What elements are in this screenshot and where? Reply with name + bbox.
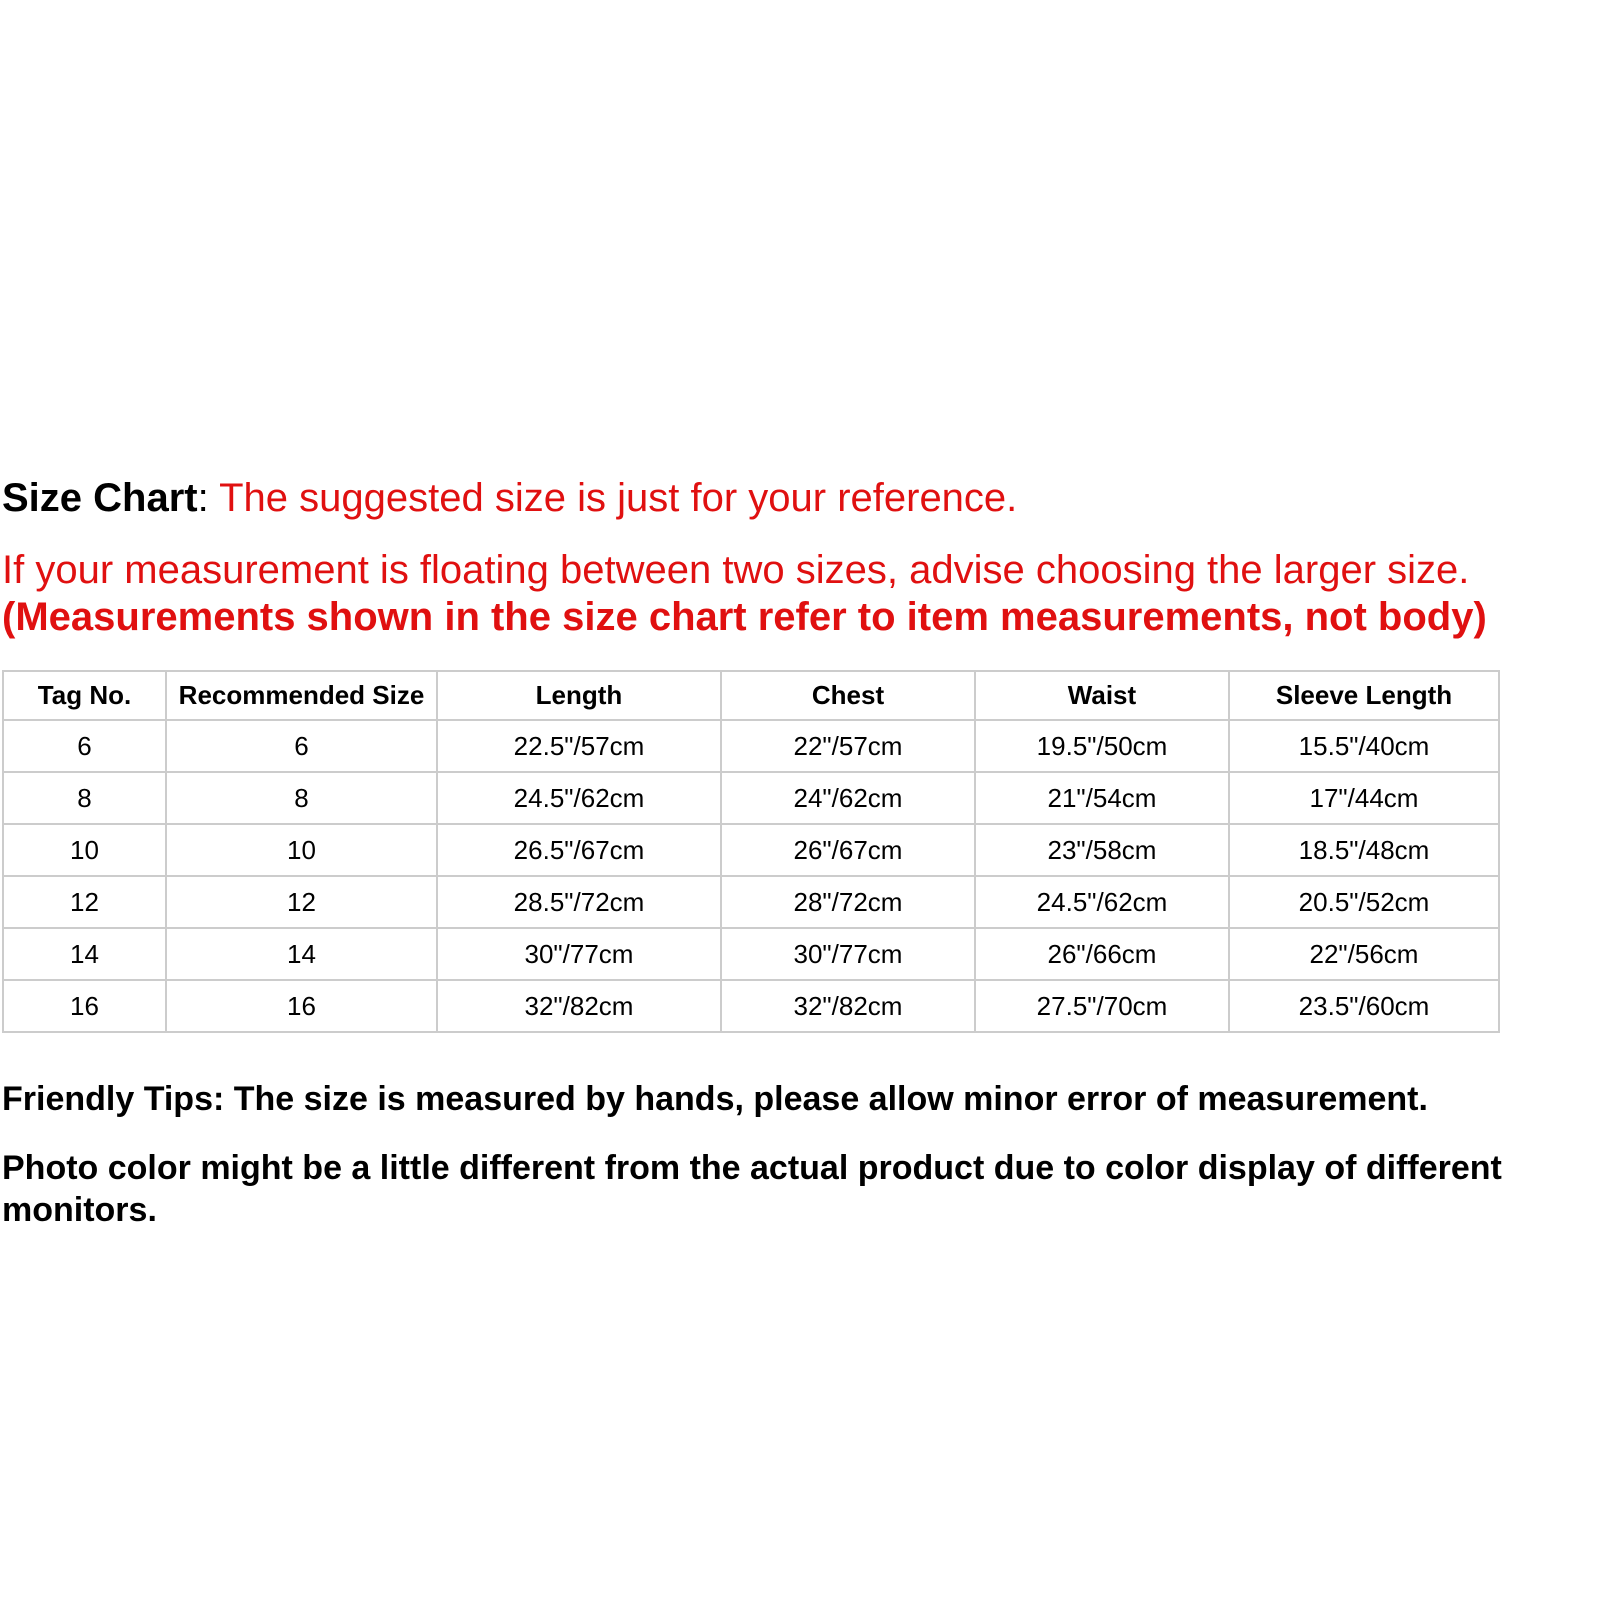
cell-tag-no: 12 bbox=[3, 876, 166, 928]
measurement-note: (Measurements shown in the size chart refer to item measurements, not body) bbox=[2, 595, 1487, 639]
cell-sleeve-length: 22"/56cm bbox=[1229, 928, 1499, 980]
cell-tag-no: 8 bbox=[3, 772, 166, 824]
size-advice-text: If your measurement is floating between two sizes, advise choosing the larger size. bbox=[2, 548, 1470, 592]
cell-waist: 19.5"/50cm bbox=[975, 720, 1229, 772]
cell-tag-no: 16 bbox=[3, 980, 166, 1032]
cell-length: 24.5"/62cm bbox=[437, 772, 721, 824]
cell-recommended-size: 8 bbox=[166, 772, 437, 824]
cell-chest: 22"/57cm bbox=[721, 720, 975, 772]
cell-sleeve-length: 20.5"/52cm bbox=[1229, 876, 1499, 928]
heading-subtitle: The suggested size is just for your reference. bbox=[208, 476, 1018, 520]
cell-waist: 21"/54cm bbox=[975, 772, 1229, 824]
cell-waist: 26"/66cm bbox=[975, 928, 1229, 980]
cell-sleeve-length: 17"/44cm bbox=[1229, 772, 1499, 824]
cell-waist: 24.5"/62cm bbox=[975, 876, 1229, 928]
table-row bbox=[3, 720, 1499, 772]
cell-chest: 28"/72cm bbox=[721, 876, 975, 928]
cell-sleeve-length: 23.5"/60cm bbox=[1229, 980, 1499, 1032]
cell-sleeve-length: 18.5"/48cm bbox=[1229, 824, 1499, 876]
header-length: Length bbox=[437, 671, 721, 720]
cell-tag-no: 14 bbox=[3, 928, 166, 980]
cell-sleeve-length: 15.5"/40cm bbox=[1229, 720, 1499, 772]
table-row bbox=[3, 980, 1499, 1032]
table-row bbox=[3, 876, 1499, 928]
header-waist: Waist bbox=[975, 671, 1229, 720]
cell-tag-no: 6 bbox=[3, 720, 166, 772]
cell-chest: 32"/82cm bbox=[721, 980, 975, 1032]
cell-length: 30"/77cm bbox=[437, 928, 721, 980]
cell-chest: 24"/62cm bbox=[721, 772, 975, 824]
cell-recommended-size: 10 bbox=[166, 824, 437, 876]
cell-recommended-size: 14 bbox=[166, 928, 437, 980]
cell-length: 32"/82cm bbox=[437, 980, 721, 1032]
size-chart-label: Size Chart bbox=[2, 476, 198, 520]
cell-recommended-size: 6 bbox=[166, 720, 437, 772]
heading-separator: : bbox=[197, 476, 209, 520]
photo-color-note-line2: monitors. bbox=[2, 1191, 157, 1229]
cell-recommended-size: 12 bbox=[166, 876, 437, 928]
table-row bbox=[3, 928, 1499, 980]
header-recommended-size: Recommended Size bbox=[166, 671, 437, 720]
cell-length: 26.5"/67cm bbox=[437, 824, 721, 876]
cell-recommended-size: 16 bbox=[166, 980, 437, 1032]
cell-tag-no: 10 bbox=[3, 824, 166, 876]
header-tag-no: Tag No. bbox=[3, 671, 166, 720]
friendly-tips-text: Friendly Tips: The size is measured by hands, please allow minor error of measurement. bbox=[2, 1080, 1428, 1118]
table-row bbox=[3, 824, 1499, 876]
cell-length: 22.5"/57cm bbox=[437, 720, 721, 772]
size-chart-table bbox=[2, 670, 1500, 1033]
cell-chest: 30"/77cm bbox=[721, 928, 975, 980]
size-chart-heading bbox=[2, 478, 1017, 518]
cell-length: 28.5"/72cm bbox=[437, 876, 721, 928]
header-sleeve-length: Sleeve Length bbox=[1229, 671, 1499, 720]
table-header-row bbox=[3, 671, 1499, 720]
table-row bbox=[3, 772, 1499, 824]
header-chest: Chest bbox=[721, 671, 975, 720]
cell-chest: 26"/67cm bbox=[721, 824, 975, 876]
cell-waist: 27.5"/70cm bbox=[975, 980, 1229, 1032]
cell-waist: 23"/58cm bbox=[975, 824, 1229, 876]
photo-color-note-line1: Photo color might be a little different from the actual product due to color display of different bbox=[2, 1149, 1502, 1187]
